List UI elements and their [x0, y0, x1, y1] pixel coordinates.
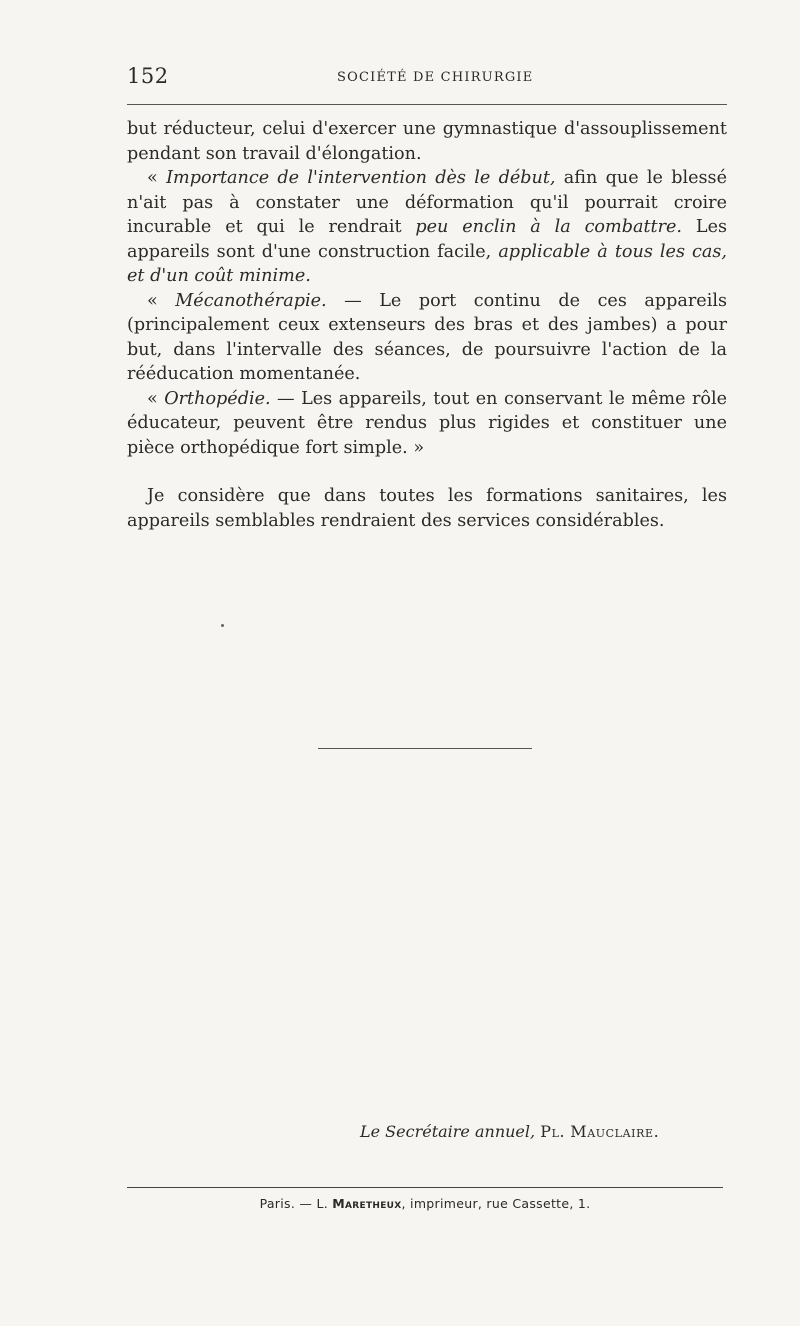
section-heading-mecanotherapie: Mécanothérapie.: [175, 290, 327, 311]
page-number: 152: [127, 64, 169, 88]
quote-open: «: [147, 168, 167, 188]
ink-dot: [221, 624, 224, 627]
signature-role: Le Secrétaire annuel,: [360, 1122, 536, 1141]
paragraph-2-text-b: Les appareils sont d'une construction facile,: [127, 217, 728, 262]
printer-city: Paris. — L.: [259, 1196, 333, 1211]
paragraph-4-text: — Les appareils, tout en conservant le même rôle éducateur, peuvent être rendus plus rigides et constituer une pièce orthopédique fort simple. »: [127, 388, 727, 458]
footer-rule: [127, 1187, 723, 1188]
signature-name: Mauclaire.: [570, 1122, 660, 1141]
paragraph-1: but réducteur, celui d'exercer une gymnastique d'assouplissement pendant son travail d'élongation.: [127, 119, 727, 164]
section-heading-orthopedie: Orthopédie.: [164, 388, 271, 409]
quote-open: «: [147, 290, 176, 311]
section-heading-importance: Importance de l'intervention dès le début,: [166, 168, 556, 188]
paragraph-2: [127, 166, 727, 289]
paragraph-2-text-a: afin que le blessé n'ait pas à constater une déformation qu'il pourrait croire incurable et qui le rendrait: [127, 168, 728, 237]
paragraph-3: [127, 289, 727, 387]
signature: [360, 1122, 690, 1141]
paragraph-2-emphasis-b: applicable à tous les cas, et d'un coût minime.: [127, 241, 727, 286]
paragraph-2-emphasis-a: peu enclin à la combattre.: [415, 217, 683, 237]
running-head: [127, 64, 727, 90]
signature-prefix: Pl.: [540, 1122, 566, 1141]
body-text: [127, 117, 727, 533]
paragraph-3-text: — Le port continu de ces appareils (principalement ceux extenseurs des bras et des jambes) a pour but, dans l'intervalle des séances, de poursuivre l'action de la rééducation momentanée.: [127, 290, 728, 384]
printer-address: , imprimeur, rue Cassette, 1.: [401, 1196, 591, 1211]
header-rule: [127, 104, 727, 105]
running-title: SOCIÉTÉ DE CHIRURGIE: [337, 70, 534, 85]
separator-rule: [318, 748, 532, 749]
paragraph-4: [127, 387, 727, 461]
quote-open: «: [147, 388, 165, 409]
paragraph-5: Je considère que dans toutes les formations sanitaires, les appareils semblables rendraient des services considérables.: [127, 486, 727, 531]
printer-imprint: [127, 1196, 723, 1211]
printer-name: Maretheux: [332, 1196, 402, 1211]
